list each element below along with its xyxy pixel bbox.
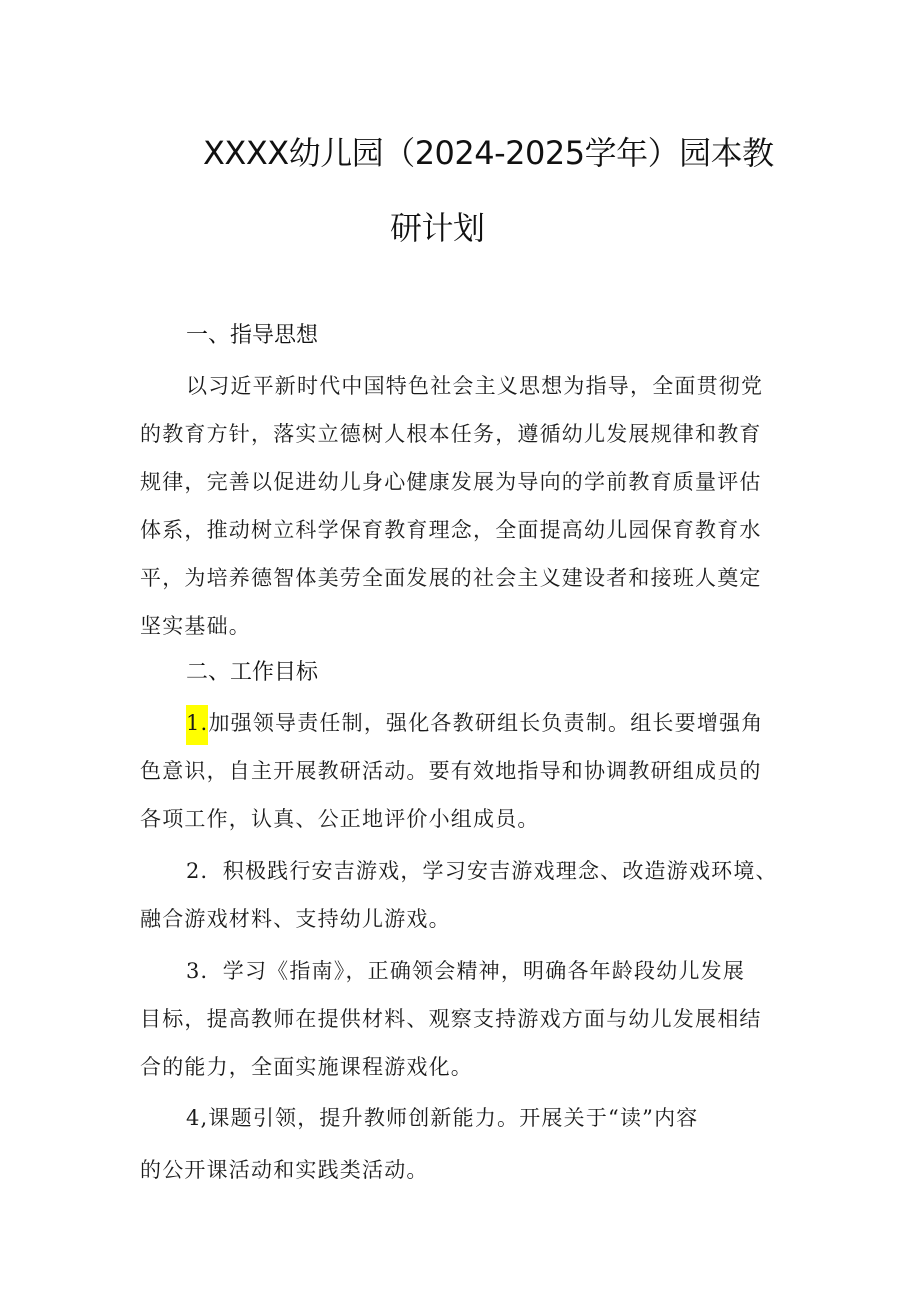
section-heading-guiding-ideology: 一、指导思想 bbox=[186, 323, 319, 348]
paragraph-line: 平，为培养德智体美劳全面发展的社会主义建设者和接班人奠定 bbox=[140, 566, 762, 590]
document-title-line-1: XXXX幼儿园（2024-2025学年）园本教 bbox=[203, 134, 774, 172]
paragraph-line: 的公开课活动和实践类活动。 bbox=[140, 1158, 429, 1182]
paragraph-line: 的教育方针，落实立德树人根本任务，遵循幼儿发展规律和教育 bbox=[140, 422, 762, 446]
document-title-line-2: 研计划 bbox=[390, 209, 485, 247]
paragraph-line: 融合游戏材料、支持幼儿游戏。 bbox=[140, 907, 451, 931]
goal-item-4-line: 4,课题引领，提升教师创新能力。开展关于“读”内容 bbox=[186, 1106, 699, 1130]
section-heading-work-goals: 二、工作目标 bbox=[186, 660, 319, 685]
paragraph-line: 色意识，自主开展教研活动。要有效地指导和协调教研组成员的 bbox=[140, 759, 762, 783]
paragraph-line: 以习近平新时代中国特色社会主义思想为指导，全面贯彻党 bbox=[186, 374, 764, 398]
goal-item-2-line: 2．积极践行安吉游戏，学习安吉游戏理念、改造游戏环境、 bbox=[186, 859, 778, 883]
paragraph-line: 坚实基础。 bbox=[140, 614, 251, 638]
paragraph-line: 各项工作，认真、公正地评价小组成员。 bbox=[140, 807, 540, 831]
paragraph-line: 规律，完善以促进幼儿身心健康发展为导向的学前教育质量评估 bbox=[140, 470, 762, 494]
goal-item-1-text: 加强领导责任制，强化各教研组长负责制。组长要增强角 bbox=[208, 711, 764, 735]
paragraph-line: 合的能力，全面实施课程游戏化。 bbox=[140, 1055, 473, 1079]
paragraph-line: 体系，推动树立科学保育教育理念，全面提高幼儿园保育教育水 bbox=[140, 518, 762, 542]
goal-item-3-line: 3．学习《指南》，正确领会精神，明确各年龄段幼儿发展 bbox=[186, 959, 746, 983]
highlighted-item-number: 1. bbox=[186, 705, 208, 745]
goal-item-1-line bbox=[186, 707, 763, 737]
paragraph-line: 目标，提高教师在提供材料、观察支持游戏方面与幼儿发展相结 bbox=[140, 1007, 762, 1031]
